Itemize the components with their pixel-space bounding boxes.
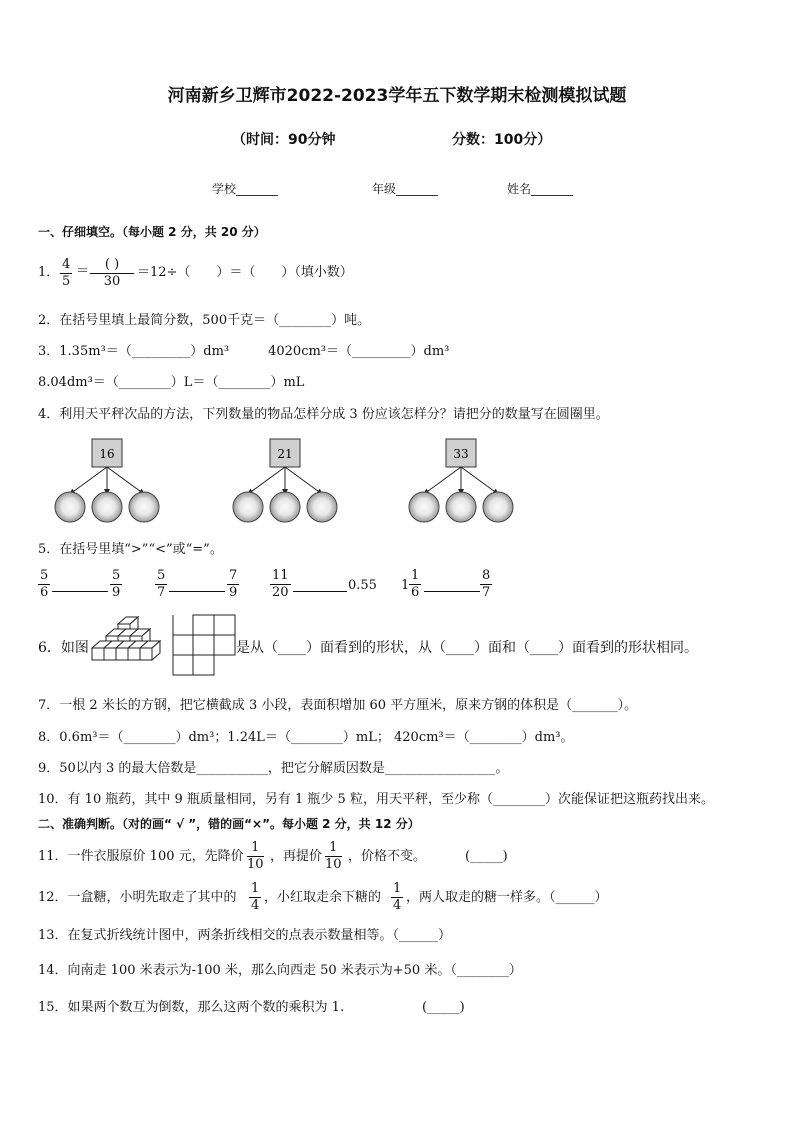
- q5-item4-left: [409, 568, 421, 601]
- section-heading-judge: 二、准确判断。（对的画“ √ ”，错的画“×”。每小题 2 分，共 12 分）: [38, 817, 420, 831]
- q5-item2-blank[interactable]: [169, 591, 225, 592]
- section-heading-fill: 一、仔细填空。（每小题 2 分，共 20 分）: [38, 225, 266, 239]
- q6-text: 是从（____）面看到的形状，从（____）面和（____）面看到的形状相同。: [236, 640, 698, 656]
- q2-text: 2．在括号里填上最简分数，500千克＝（________）吨。: [38, 313, 371, 328]
- q5-item2-right: [227, 568, 239, 601]
- q6-view-grid: [172, 614, 238, 680]
- q6-cube-figure: [90, 620, 170, 680]
- q12-fraction-1: [249, 881, 261, 914]
- q11-text-b: ，再提价: [270, 849, 323, 864]
- q8-text: 8．0.6m³＝（________）dm³；1.24L＝（________）mL； 420cm³＝（________）dm³。: [38, 730, 574, 745]
- q12-fraction-2: [391, 881, 403, 914]
- frac-den: 4: [251, 898, 260, 913]
- q4-answer-circle[interactable]: [409, 492, 439, 522]
- q1-frac-b-den: 30: [103, 274, 121, 289]
- frac-den: 20: [272, 585, 289, 600]
- q1-fraction-a: [60, 257, 72, 290]
- q1-frac-a-den: 5: [62, 274, 71, 289]
- q5-item4-right: [480, 568, 492, 601]
- exam-score: 分数：100分）: [452, 132, 552, 148]
- frac-den: 6: [411, 585, 420, 600]
- q4-answer-circle[interactable]: [233, 492, 263, 522]
- frac-den: 10: [247, 857, 264, 872]
- q14-text: 14．向南走 100 米表示为-100 米，那么向西走 50 米表示为+50 米。（________）: [38, 963, 522, 978]
- frac-num: 1: [411, 568, 420, 583]
- frac-den: 7: [482, 585, 491, 600]
- frac-num: 5: [112, 568, 121, 583]
- q1-frac-a-num: 4: [62, 257, 71, 272]
- frac-num: 8: [482, 568, 491, 583]
- q5-item2-left: [155, 568, 167, 601]
- q10-text: 10．有 10 瓶药，其中 9 瓶质量相同，另有 1 瓶少 5 粒，用天平秤，至少称（________）次能保证把这瓶药找出来。: [38, 792, 714, 807]
- q1-number: 1．: [38, 265, 60, 280]
- q9-text: 9．50以内 3 的最大倍数是___________，把它分解质因数是_________________。: [38, 761, 509, 776]
- frac-num: 1: [325, 840, 342, 857]
- frac-num: 1: [251, 881, 260, 896]
- q1-equals: ＝: [76, 264, 90, 279]
- exam-time: （时间：90分钟: [232, 132, 336, 148]
- school-field[interactable]: 学校_______: [212, 182, 279, 196]
- q4-answer-circle[interactable]: [55, 492, 85, 522]
- frac-num: 1: [393, 881, 402, 896]
- q11-fraction-1: [247, 840, 264, 873]
- frac-den: 9: [229, 585, 238, 600]
- q7-text: 7．一根 2 米长的方钢，把它横截成 3 小段，表面积增加 60 平方厘米，原来方钢的体积是（_______）。: [38, 698, 638, 713]
- q5-item1-blank[interactable]: [52, 591, 108, 592]
- q6-prefix: 6．如图: [38, 640, 89, 656]
- q4-box-1-label: 16: [99, 447, 115, 461]
- q5-item3-blank[interactable]: [293, 591, 347, 592]
- q1-frac-b-num[interactable]: ( ): [90, 257, 134, 274]
- q5-item4-whole: 1: [401, 578, 410, 593]
- q12-text-a: 12．一盒糖，小明先取走了其中的: [38, 890, 237, 905]
- q13-text: 13．在复式折线统计图中，两条折线相交的点表示数量相等。（______）: [38, 928, 452, 943]
- frac-den: 6: [40, 585, 49, 600]
- grade-field[interactable]: 年级_______: [372, 182, 439, 196]
- q15-answer-blank[interactable]: (_____): [422, 1000, 465, 1015]
- q4-balance-diagram: [0, 434, 794, 524]
- q11-text-a: 11．一件衣服原价 100 元，先降价: [38, 849, 244, 864]
- q5-text: 5．在括号里填“>”“<”或“=”。: [38, 542, 223, 557]
- q5-item4-blank[interactable]: [424, 591, 480, 592]
- frac-den: 4: [393, 898, 402, 913]
- q11-fraction-2: [325, 840, 342, 873]
- frac-den: 9: [112, 585, 121, 600]
- q3-line2: 8.04dm³＝（________）L＝（________）mL: [38, 375, 305, 390]
- q12-text-c: ，两人取走的糖一样多。（______）: [406, 890, 608, 905]
- q12-text-b: ，小红取走余下糖的: [264, 890, 382, 905]
- q11-text-c: ，价格不变。: [348, 849, 427, 864]
- q4-box-3-label: 33: [453, 447, 469, 461]
- q4-answer-circle[interactable]: [446, 492, 476, 522]
- frac-num: 7: [229, 568, 238, 583]
- name-field[interactable]: 姓名_______: [507, 182, 574, 196]
- q15-text: 15．如果两个数互为倒数，那么这两个数的乘积为 1.: [38, 1000, 345, 1015]
- frac-num: 5: [157, 568, 166, 583]
- frac-den: 10: [325, 857, 342, 872]
- q4-answer-circle[interactable]: [270, 492, 300, 522]
- q3-line1: 3．1.35m³＝（_________）dm³ 4020cm³＝（_________）dm³: [38, 344, 450, 359]
- frac-num: 11: [272, 568, 289, 583]
- q4-answer-circle[interactable]: [307, 492, 337, 522]
- q5-item1-right: [110, 568, 122, 601]
- frac-num: 1: [247, 840, 264, 857]
- q4-answer-circle[interactable]: [483, 492, 513, 522]
- frac-den: 7: [157, 585, 166, 600]
- q5-item3-left: [270, 568, 291, 601]
- frac-num: 5: [40, 568, 49, 583]
- page-title: 河南新乡卫辉市2022-2023学年五下数学期末检测模拟试题: [167, 86, 627, 106]
- q4-answer-circle[interactable]: [129, 492, 159, 522]
- q4-answer-circle[interactable]: [92, 492, 122, 522]
- q1-fraction-b[interactable]: [90, 257, 134, 290]
- q4-text: 4．利用天平秤次品的方法，下列数量的物品怎样分成 3 份应该怎样分？请把分的数量写在圆圈里。: [38, 407, 609, 422]
- q1-text: ＝12÷（ ）＝（ ）（填小数）: [137, 265, 353, 280]
- q5-item3-right: 0.55: [348, 578, 377, 593]
- q11-answer-blank[interactable]: (_____): [465, 849, 508, 864]
- q5-item1-left: [38, 568, 50, 601]
- q4-box-2-label: 21: [277, 447, 293, 461]
